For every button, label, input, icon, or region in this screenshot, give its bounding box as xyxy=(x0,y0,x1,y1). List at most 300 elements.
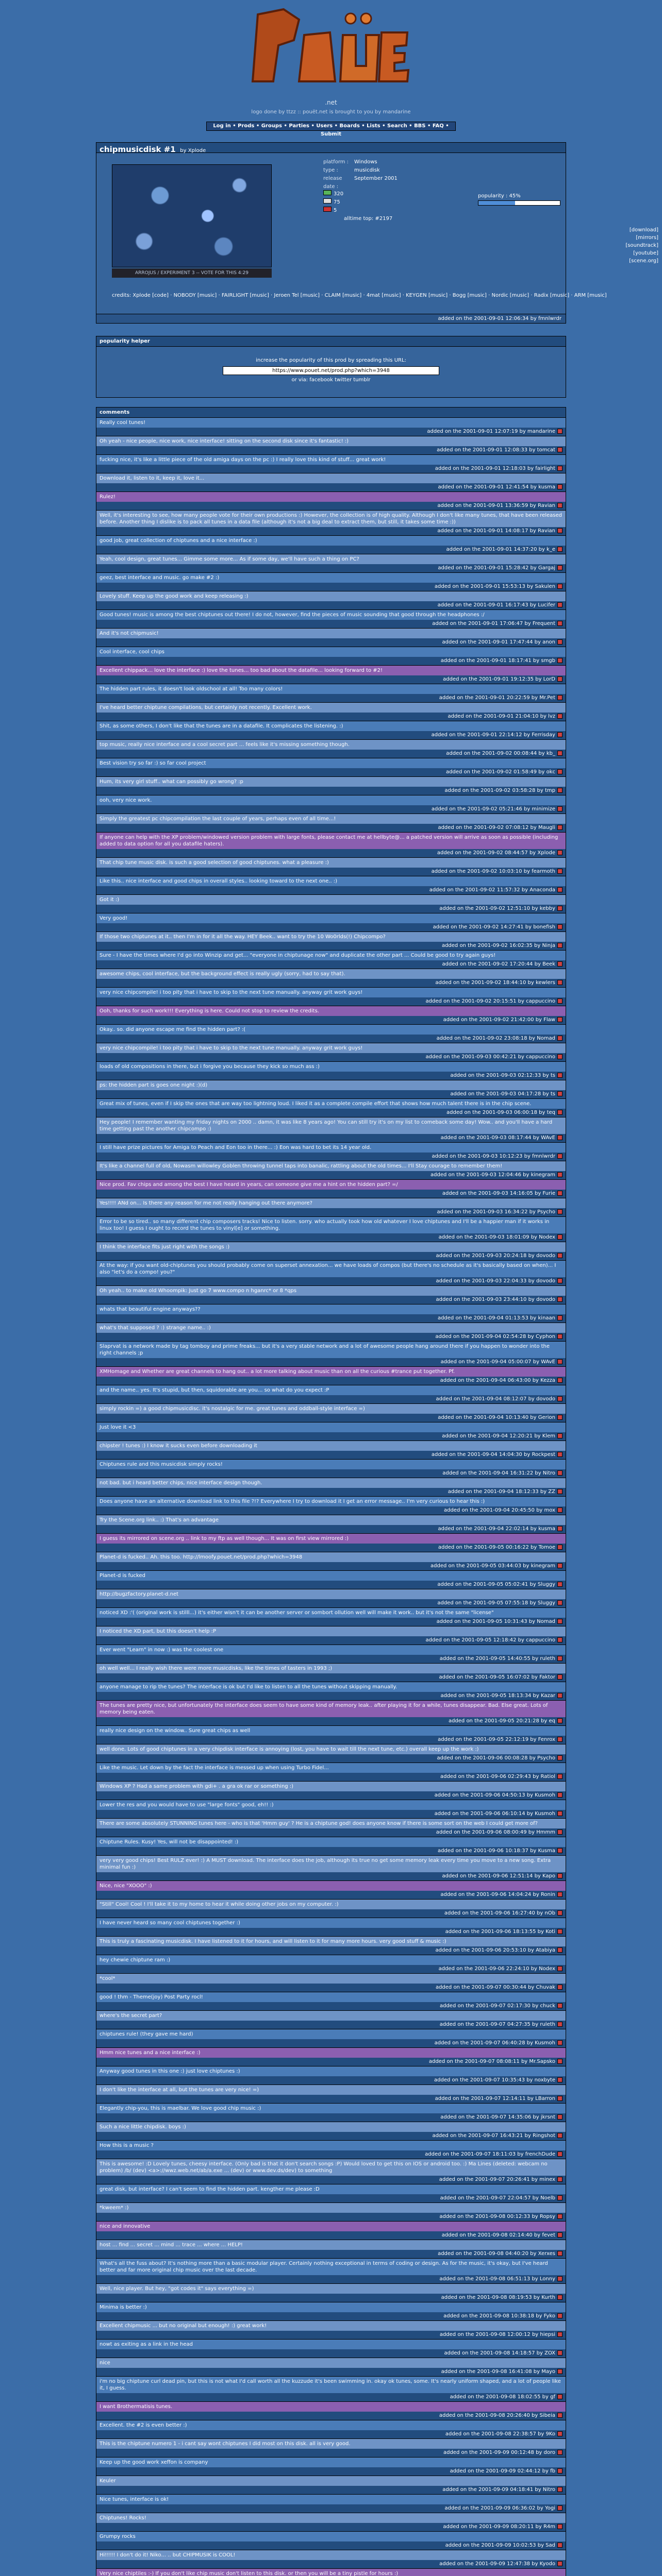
comment-text: Ooh, thanks for such work!!! Everything is here. Could not stop to review the credits. xyxy=(96,1006,566,1016)
comment-text: This is awesome! :D Lovely tunes, cheesy interface. (Only bad is that it don't search songs :P) Would loved to get this on IOS or android too. :) Ma Lines (deleted: webcam no problem) /b/ (dev) <a>://wwz.web.net/ab/a.exe ... (dev) or www.dev.ds/dev) to something xyxy=(96,2159,566,2176)
comment-meta[interactable]: added on the 2001-09-03 14:16:05 by Furie xyxy=(442,1191,555,1196)
comment-meta[interactable]: added on the 2001-09-08 20:26:40 by Sibeia xyxy=(439,2413,555,2418)
comment-meta[interactable]: added on the 2001-09-03 08:17:44 by WAvE xyxy=(440,1135,555,1141)
comment-meta[interactable]: added on the 2001-09-09 06:36:02 by Yogi xyxy=(444,2505,555,2511)
comment-meta[interactable]: added on the 2001-09-09 10:02:53 by Sad xyxy=(445,2543,555,2548)
avatar[interactable] xyxy=(557,2543,562,2548)
nav-separator: • xyxy=(282,123,289,129)
comment-meta[interactable]: added on the 2001-09-09 12:47:38 by Kyodo xyxy=(439,2561,555,2567)
pouet-logo[interactable] xyxy=(242,4,420,95)
comment-text: very very good chips! Best RULZ ever! :) A MUST download. The interface does the job, although its true no get some memory leak every time you move to a new song. Extra minimal fun :) xyxy=(96,1856,566,1872)
comment-meta[interactable]: added on the 2001-09-01 12:08:33 by tomcat xyxy=(437,447,555,453)
avatar[interactable] xyxy=(557,584,562,589)
comment-footer xyxy=(96,849,566,857)
avatar[interactable] xyxy=(557,1526,562,1531)
avatar[interactable] xyxy=(557,1737,562,1742)
comment xyxy=(96,1006,566,1025)
comment-meta[interactable]: added on the 2001-09-02 21:42:00 by Flaw xyxy=(443,1017,555,1023)
comment-meta[interactable]: added on the 2001-09-02 01:58:49 by okc xyxy=(446,769,555,775)
comment-meta[interactable]: added on the 2001-09-06 14:04:24 by Ronin xyxy=(440,1892,555,1897)
avatar[interactable] xyxy=(557,676,562,682)
avatar[interactable] xyxy=(557,2313,562,2318)
comment-meta[interactable]: added on the 2001-09-06 12:51:14 by Kapo xyxy=(442,1873,555,1879)
comment-meta[interactable]: added on the 2001-09-04 05:00:07 by WAvE xyxy=(440,1359,555,1365)
avatar[interactable] xyxy=(557,528,562,533)
comment-meta[interactable]: added on the 2001-09-02 14:27:41 by bonefish xyxy=(433,924,555,930)
comment-meta[interactable]: added on the 2001-09-06 04:50:13 by Kusmoh xyxy=(434,1792,555,1798)
avatar[interactable] xyxy=(557,2468,562,2473)
avatar[interactable] xyxy=(557,1755,562,1760)
avatar[interactable] xyxy=(557,732,562,737)
comment-meta[interactable]: added on the 2001-09-01 21:04:10 by lvz xyxy=(448,714,555,719)
comment-meta[interactable]: added on the 2001-09-06 16:27:40 by nOb xyxy=(444,1910,555,1916)
avatar[interactable] xyxy=(557,2276,562,2281)
comment-meta[interactable]: added on the 2001-09-07 02:17:30 by chuck xyxy=(439,2003,555,2009)
avatar[interactable] xyxy=(557,1110,562,1115)
credits: credits: Xplode [code] · NOBODY [music] · FAIRLIGHT [music] · Jeroen Tel [music] · CLAIM [music] · 4mat [music] · KEYGEN [music] · Bogg [music] · Nordic [music] · Radix [music] · ARM [music] xyxy=(112,293,607,298)
avatar[interactable] xyxy=(557,1929,562,1934)
comment-meta[interactable]: added on the 2001-09-03 22:04:33 by dovodo xyxy=(436,1278,555,1284)
avatar[interactable] xyxy=(557,2133,562,2138)
avatar[interactable] xyxy=(557,2394,562,2399)
nav-link[interactable]: Lists xyxy=(367,123,380,129)
avatar[interactable] xyxy=(557,850,562,855)
screenshot-caption: ARROJUS / EXPERIMENT 3 -- VOTE FOR THIS 4:29 xyxy=(112,268,272,278)
comment xyxy=(96,721,566,740)
comment-meta[interactable]: added on the 2001-09-08 00:12:33 by Ropsy xyxy=(439,2214,555,2219)
comment-meta[interactable]: added on the 2001-09-01 20:22:59 by Mr.Pet xyxy=(439,695,555,701)
comment-meta[interactable]: added on the 2001-09-02 07:08:12 by Maugli xyxy=(438,825,555,831)
comment-meta[interactable]: added on the 2001-09-04 22:02:14 by kusma xyxy=(438,1526,555,1532)
comment-meta[interactable]: added on the 2001-09-01 12:18:03 by fairlight xyxy=(435,466,555,471)
comment-meta[interactable]: added on the 2001-09-04 12:20:21 by Klem xyxy=(442,1433,555,1439)
avatar[interactable] xyxy=(557,806,562,811)
avatar[interactable] xyxy=(557,2505,562,2511)
avatar[interactable] xyxy=(557,1415,562,1420)
comment-meta[interactable]: added on the 2001-09-07 10:35:43 by noxbyte xyxy=(434,2077,555,2083)
comment-meta[interactable]: added on the 2001-09-02 18:44:10 by kewlers xyxy=(435,980,555,986)
nav-link[interactable]: Log in xyxy=(213,123,231,129)
comment xyxy=(96,2222,566,2240)
comment-meta[interactable]: added on the 2001-09-08 14:18:57 by ZOX xyxy=(444,2350,555,2356)
comment-meta[interactable]: added on the 2001-09-05 03:44:03 by kinegram xyxy=(431,1563,555,1569)
avatar[interactable] xyxy=(557,2332,562,2337)
comment xyxy=(96,932,566,951)
comment-meta[interactable]: added on the 2001-09-05 18:13:34 by Kazar xyxy=(440,1693,555,1699)
comment-meta[interactable]: added on the 2001-09-02 12:51:10 by kebby xyxy=(439,906,555,911)
avatar[interactable] xyxy=(557,961,562,967)
comment xyxy=(96,913,566,932)
avatar[interactable] xyxy=(557,1718,562,1723)
comment-meta[interactable]: added on the 2001-09-01 18:17:41 by smgb xyxy=(440,658,555,664)
avatar[interactable] xyxy=(557,2524,562,2529)
comment-meta[interactable]: added on the 2001-09-02 17:20:44 by Beek xyxy=(442,961,555,967)
avatar[interactable] xyxy=(557,466,562,471)
comment-text: I noticed the XD part, but this doesn't help :P xyxy=(96,1626,566,1636)
comment-meta[interactable]: added on the 2001-09-04 02:54:28 by Cyphon xyxy=(435,1334,555,1340)
nav-link[interactable]: Submit xyxy=(320,131,342,137)
avatar[interactable] xyxy=(557,1334,562,1339)
comment-meta[interactable]: added on the 2001-09-08 16:41:08 by Mayo xyxy=(441,2369,555,2375)
comment-meta[interactable]: added on the 2001-09-07 08:08:11 by Mr.Sapsko xyxy=(428,2059,555,2064)
nav-link[interactable]: BBS xyxy=(414,123,426,129)
avatar[interactable] xyxy=(557,1637,562,1642)
avatar[interactable] xyxy=(557,943,562,948)
comment-meta[interactable]: added on the 2001-09-07 04:27:35 by ruleth xyxy=(439,2022,555,2027)
avatar[interactable] xyxy=(557,1985,562,1990)
avatar[interactable] xyxy=(557,1693,562,1698)
comment-meta[interactable]: added on the 2001-09-06 22:24:10 by Nodex xyxy=(438,1966,555,1972)
comment-meta[interactable]: added on the 2001-09-03 02:12:33 by ts xyxy=(450,1073,555,1078)
nav-link[interactable]: Parties xyxy=(289,123,310,129)
comment-text: what's that supposed ? :) strange name.. :) xyxy=(96,1323,566,1333)
comment-footer xyxy=(96,546,566,554)
avatar[interactable] xyxy=(557,1172,562,1177)
avatar[interactable] xyxy=(557,1378,562,1383)
avatar[interactable] xyxy=(557,2561,562,2566)
comment-footer xyxy=(96,483,566,492)
comment-meta[interactable]: added on the 2001-09-03 04:17:28 by ts xyxy=(450,1091,555,1097)
comment-meta[interactable]: added on the 2001-09-05 12:18:42 by cappuccino xyxy=(425,1637,555,1643)
comment-meta[interactable]: added on the 2001-09-01 15:28:42 by Gargaj xyxy=(438,565,555,571)
download-link[interactable]: [download] xyxy=(629,227,658,233)
avatar[interactable] xyxy=(557,639,562,645)
comment-meta[interactable]: added on the 2001-09-05 00:16:22 by Tomoe xyxy=(438,1545,555,1550)
avatar[interactable] xyxy=(557,484,562,489)
comment xyxy=(96,2569,566,2576)
helper-url-field[interactable]: https://www.pouet.net/prod.php?which=3948 xyxy=(223,366,439,375)
comment-text: At the way: if you want old-chiptunes you should probably come on superset annexation... we have loads of compos (but there's no schedule as it's basically based on when)... I also "let's do a compo! you?" xyxy=(96,1261,566,1277)
avatar[interactable] xyxy=(557,1966,562,1971)
comment-meta[interactable]: added on the 2001-09-06 18:13:55 by Koti xyxy=(445,1929,555,1935)
comment-meta[interactable]: added on the 2001-09-01 12:07:19 by mandarine xyxy=(427,429,555,434)
avatar[interactable] xyxy=(557,1470,562,1476)
type-value[interactable]: musicdisk xyxy=(354,167,380,173)
comment-meta[interactable]: added on the 2001-09-07 22:04:57 by Noelb xyxy=(440,2195,555,2201)
comment-meta[interactable]: added on the 2001-09-06 06:10:14 by Kusmoh xyxy=(434,1811,555,1817)
comment-meta[interactable]: added on the 2001-09-05 16:07:02 by Faktor xyxy=(439,1674,555,1680)
avatar[interactable] xyxy=(557,1315,562,1320)
comment-text: Windows XP ? Had a same problem with gdi+ . a gra ok rar or something :) xyxy=(96,1782,566,1791)
comment-text: Minima is better :) xyxy=(96,2302,566,2312)
avatar[interactable] xyxy=(557,2177,562,2182)
avatar[interactable] xyxy=(557,1091,562,1096)
comment-footer xyxy=(96,1562,566,1570)
avatar[interactable] xyxy=(557,788,562,793)
comment xyxy=(96,1286,566,1304)
avatar[interactable] xyxy=(557,1253,562,1258)
comment-meta[interactable]: added on the 2001-09-05 10:31:43 by Nomad xyxy=(436,1619,555,1624)
comment-footer xyxy=(96,768,566,776)
avatar[interactable] xyxy=(557,1359,562,1364)
avatar[interactable] xyxy=(557,2151,562,2157)
comment-meta[interactable]: added on the 2001-09-07 06:40:28 by Kusmoh xyxy=(434,2040,555,2046)
comment-meta[interactable]: added on the 2001-09-07 14:35:06 by jkrsnt xyxy=(440,2114,555,2120)
avatar[interactable] xyxy=(557,2077,562,2082)
avatar[interactable] xyxy=(557,621,562,626)
avatar[interactable] xyxy=(557,1489,562,1494)
avatar[interactable] xyxy=(557,2232,562,2238)
avatar[interactable] xyxy=(557,2195,562,2200)
comment-meta[interactable]: added on the 2001-09-06 20:53:10 by Atabiya xyxy=(435,1947,555,1953)
comment-meta[interactable]: added on the 2001-09-02 08:44:57 by Xplode xyxy=(437,850,555,856)
prod-group[interactable]: by Xplode xyxy=(180,148,206,154)
comment-meta[interactable]: added on the 2001-09-05 20:21:28 by eq xyxy=(448,1718,555,1724)
comment-footer xyxy=(96,2412,566,2420)
comment-meta[interactable]: added on the 2001-09-04 01:13:53 by kinaan xyxy=(437,1315,555,1321)
avatar[interactable] xyxy=(557,2022,562,2027)
comment-meta[interactable]: added on the 2001-09-07 16:43:21 by Ringshot xyxy=(432,2133,555,2139)
avatar[interactable] xyxy=(557,1829,562,1835)
comment-meta[interactable]: added on the 2001-09-07 18:11:03 by frenchDude xyxy=(425,2151,555,2157)
nav-link[interactable]: Groups xyxy=(261,123,282,129)
comment-meta[interactable]: added on the 2001-09-04 16:31:22 by Nitro xyxy=(442,1470,555,1476)
comment-meta[interactable]: added on the 2001-09-03 23:44:10 by dovodo xyxy=(436,1297,555,1302)
comment-meta[interactable]: added on the 2001-09-01 16:17:43 by Lucifer xyxy=(437,602,555,608)
avatar[interactable] xyxy=(557,1297,562,1302)
avatar[interactable] xyxy=(557,2450,562,2455)
comment-footer xyxy=(96,502,566,510)
comment-meta[interactable]: added on the 2001-09-03 10:12:23 by fmnlwrdr xyxy=(432,1154,555,1159)
comment-meta[interactable]: added on the 2001-09-08 04:40:20 by Xerxes xyxy=(438,2251,555,2257)
avatar[interactable] xyxy=(557,2251,562,2256)
comment xyxy=(96,951,566,969)
avatar[interactable] xyxy=(557,1507,562,1513)
avatar[interactable] xyxy=(557,1910,562,1916)
avatar[interactable] xyxy=(557,2295,562,2300)
comment-footer xyxy=(96,2213,566,2221)
avatar[interactable] xyxy=(557,906,562,911)
youtube-link[interactable]: [youtube] xyxy=(633,250,658,256)
comment-meta[interactable]: added on the 2001-09-08 10:38:18 by Fyko xyxy=(443,2313,555,2319)
comment-meta[interactable]: added on the 2001-09-08 22:38:57 by 9Ko xyxy=(445,2431,555,2437)
avatar[interactable] xyxy=(557,1848,562,1853)
comment-meta[interactable]: added on the 2001-09-09 08:20:11 by R4m xyxy=(443,2524,555,2530)
avatar[interactable] xyxy=(557,1619,562,1624)
avatar[interactable] xyxy=(557,1792,562,1798)
comment-meta[interactable]: added on the 2001-09-01 12:41:54 by kusma xyxy=(438,484,555,490)
comment-meta[interactable]: added on the 2001-09-01 19:12:35 by LorD xyxy=(443,676,555,682)
comment xyxy=(96,1367,566,1385)
comment-text: And it's not chipmusic! xyxy=(96,629,566,638)
soundtrack-link[interactable]: [soundtrack] xyxy=(625,243,658,248)
comment-meta[interactable]: added on the 2001-09-03 20:24:18 by dovodo xyxy=(436,1253,555,1259)
comment-meta[interactable]: added on the 2001-09-02 03:58:28 by tmp xyxy=(444,788,555,793)
comment-text: simply rockin =) a good chipmusicdisc. it's nostalgic for me. great tunes and oddball-style interface =) xyxy=(96,1404,566,1414)
comment-footer xyxy=(96,2250,566,2258)
comment-meta[interactable]: added on the 2001-09-01 17:47:44 by anon xyxy=(442,639,555,645)
comment-meta[interactable]: added on the 2001-09-02 00:08:44 by kb_ xyxy=(446,751,555,756)
comment-meta[interactable]: added on the 2001-09-03 12:04:46 by kinegram xyxy=(431,1172,555,1178)
avatar[interactable] xyxy=(557,1582,562,1587)
avatar[interactable] xyxy=(557,565,562,570)
sceneorg-link[interactable]: [scene.org] xyxy=(629,258,658,264)
avatar[interactable] xyxy=(557,2487,562,2492)
avatar[interactable] xyxy=(557,751,562,756)
comment-meta[interactable]: added on the 2001-09-08 06:51:13 by Lonny xyxy=(439,2276,555,2282)
comment-meta[interactable]: added on the 2001-09-01 22:14:12 by Ferrisday xyxy=(431,732,555,738)
avatar[interactable] xyxy=(557,998,562,1004)
comment-meta[interactable]: added on the 2001-09-02 05:21:46 by minimize xyxy=(431,806,555,812)
avatar[interactable] xyxy=(557,1545,562,1550)
comment-meta[interactable]: added on the 2001-09-02 10:03:10 by fearmoth xyxy=(431,869,555,874)
avatar[interactable] xyxy=(557,1278,562,1283)
avatar[interactable] xyxy=(557,2040,562,2045)
tagline: logo done by ttzz :: pouët.net is brought to you by mandarine xyxy=(251,109,411,115)
comment-text: chipster ! tunes :) I know it sucks even before downloading it xyxy=(96,1441,566,1451)
prod-header xyxy=(96,143,566,153)
comment-footer xyxy=(96,960,566,969)
avatar[interactable] xyxy=(557,2413,562,2418)
comment xyxy=(96,1782,566,1800)
comment-meta[interactable]: added on the 2001-09-05 22:12:19 by Fenrox xyxy=(438,1737,555,1742)
comment-footer xyxy=(96,2058,566,2066)
avatar[interactable] xyxy=(557,1656,562,1661)
comment-meta[interactable]: added on the 2001-09-08 08:19:53 by Kurth xyxy=(441,2295,555,2300)
avatar[interactable] xyxy=(557,2114,562,2120)
comment-meta[interactable]: added on the 2001-09-04 10:13:40 by Gerion xyxy=(438,1415,555,1420)
avatar[interactable] xyxy=(557,887,562,892)
avatar[interactable] xyxy=(557,2059,562,2064)
avatar[interactable] xyxy=(557,547,562,552)
comment-footer xyxy=(96,2486,566,2494)
comment-meta[interactable]: added on the 2001-09-06 08:00:49 by Hmmm xyxy=(436,1829,555,1835)
comment-text: Nice prod. Fav chips and among the best I have heard in years, can someone give me a hint on the hidden part? =/ xyxy=(96,1180,566,1190)
avatar[interactable] xyxy=(557,1600,562,1605)
avatar[interactable] xyxy=(557,1135,562,1140)
avatar[interactable] xyxy=(557,2096,562,2101)
avatar[interactable] xyxy=(557,1036,562,1041)
comment-meta[interactable]: added on the 2001-09-06 02:29:43 by Ratiol xyxy=(440,1774,555,1780)
avatar[interactable] xyxy=(557,2369,562,2374)
comment-meta[interactable]: added on the 2001-09-03 06:00:18 by teq xyxy=(446,1110,555,1115)
comment-meta[interactable]: added on the 2001-09-02 11:57:32 by Anaconda xyxy=(429,887,555,893)
avatar[interactable] xyxy=(557,1811,562,1816)
avatar[interactable] xyxy=(557,1892,562,1897)
nav-link[interactable]: Users xyxy=(316,123,333,129)
avatar[interactable] xyxy=(557,1054,562,1059)
comment-meta[interactable]: added on the 2001-09-01 17:06:47 by Frequent xyxy=(432,621,555,626)
comment-footer xyxy=(96,1965,566,1973)
avatar[interactable] xyxy=(557,1017,562,1022)
comment-meta[interactable]: added on the 2001-09-09 02:44:12 by fb xyxy=(450,2468,555,2474)
avatar[interactable] xyxy=(557,2003,562,2008)
comment-text: Planet-d is fucked xyxy=(96,1571,566,1581)
avatar[interactable] xyxy=(557,1154,562,1159)
comment-meta[interactable]: added on the 2001-09-01 14:37:20 by k_e xyxy=(446,547,555,552)
nav-separator: • xyxy=(443,123,449,129)
avatar[interactable] xyxy=(557,2350,562,2355)
comment-text: nice xyxy=(96,2358,566,2368)
comment-meta[interactable]: added on the 2001-09-03 16:34:22 by Psycho xyxy=(437,1209,555,1215)
avatar[interactable] xyxy=(557,769,562,774)
avatar[interactable] xyxy=(557,2214,562,2219)
comment-meta[interactable]: added on the 2001-09-02 20:15:51 by cappuccino xyxy=(425,998,555,1004)
avatar[interactable] xyxy=(557,1674,562,1680)
comment-text: Keep up the good work xeffon is company xyxy=(96,2458,566,2467)
avatar[interactable] xyxy=(557,447,562,452)
avatar[interactable] xyxy=(557,503,562,508)
comment-meta[interactable]: added on the 2001-09-09 00:12:48 by doro xyxy=(443,2450,555,2455)
comment-meta[interactable]: added on the 2001-09-02 23:08:18 by Nomad xyxy=(436,1036,555,1041)
comment-meta[interactable]: added on the 2001-09-02 16:02:35 by Ninja xyxy=(441,943,555,948)
comment xyxy=(96,1441,566,1460)
platform-value[interactable]: Windows xyxy=(354,159,377,165)
avatar[interactable] xyxy=(557,924,562,929)
comment-meta[interactable]: added on the 2001-09-03 00:42:21 by cappuccino xyxy=(425,1054,555,1060)
comment-text: anyone manage to rip the tunes? The interface is ok but I'd like to listen to all the tunes without skipping manually. xyxy=(96,1682,566,1692)
comment-text: Anyway good tunes in this one :) just love chiptunes :) xyxy=(96,2066,566,2076)
comment-meta[interactable]: added on the 2001-09-04 20:45:50 by mox xyxy=(443,1507,555,1513)
comment-meta[interactable]: added on the 2001-09-01 15:53:13 by Sakulen xyxy=(434,584,555,589)
comment-footer xyxy=(96,2021,566,2029)
comment-footer xyxy=(96,1109,566,1117)
avatar[interactable] xyxy=(557,980,562,985)
avatar[interactable] xyxy=(557,1209,562,1214)
comment xyxy=(96,610,566,629)
nav-link[interactable]: Search xyxy=(387,123,407,129)
comment-meta[interactable]: added on the 2001-09-04 18:12:33 by ZZ xyxy=(448,1489,555,1495)
nav-link[interactable]: Prods xyxy=(238,123,255,129)
comment-meta[interactable]: added on the 2001-09-01 14:08:17 by Ravian xyxy=(437,528,555,534)
avatar[interactable] xyxy=(557,1563,562,1568)
comment-meta[interactable]: added on the 2001-09-04 14:04:30 by Rockpest xyxy=(431,1452,555,1458)
comment-text: nice and innovative xyxy=(96,2222,566,2231)
avatar[interactable] xyxy=(557,869,562,874)
avatar[interactable] xyxy=(557,695,562,700)
avatar[interactable] xyxy=(557,825,562,830)
avatar[interactable] xyxy=(557,1396,562,1401)
comment-meta[interactable]: added on the 2001-09-07 00:30:44 by Chuvak xyxy=(435,1985,555,1990)
comment-meta[interactable]: added on the 2001-09-04 08:12:07 by dovodo xyxy=(436,1396,555,1402)
comment-meta[interactable]: added on the 2001-09-07 20:26:41 by minex xyxy=(439,2177,555,2182)
comment-meta[interactable]: added on the 2001-09-01 13:36:59 by Ravian xyxy=(437,503,555,509)
comment-meta[interactable]: added on the 2001-09-05 05:02:41 by Sluggy xyxy=(437,1582,555,1587)
comment-meta[interactable]: added on the 2001-09-08 18:02:55 by gf xyxy=(450,2394,555,2400)
comment-meta[interactable]: added on the 2001-09-07 12:14:11 by LBarron xyxy=(435,2096,555,2102)
avatar[interactable] xyxy=(557,1873,562,1878)
comment-meta[interactable]: added on the 2001-09-08 02:14:40 by fevet xyxy=(441,2232,555,2238)
avatar[interactable] xyxy=(557,1452,562,1457)
mirrors-link[interactable]: [mirrors] xyxy=(636,235,658,241)
nav-link[interactable]: Boards xyxy=(339,123,360,129)
comment-meta[interactable]: added on the 2001-09-05 14:40:55 by ruleth xyxy=(439,1656,555,1662)
nav-link[interactable]: FAQ xyxy=(432,123,444,129)
comment-meta[interactable]: added on the 2001-09-04 06:43:00 by Kezza xyxy=(440,1378,555,1383)
avatar[interactable] xyxy=(557,1073,562,1078)
avatar[interactable] xyxy=(557,602,562,607)
avatar[interactable] xyxy=(557,1191,562,1196)
comment xyxy=(96,554,566,573)
comment-meta[interactable]: added on the 2001-09-09 04:18:41 by Nitro xyxy=(442,2487,555,2493)
comment-meta[interactable]: added on the 2001-09-08 12:00:12 by hiepsi xyxy=(439,2332,555,2337)
avatar[interactable] xyxy=(557,2431,562,2436)
comment-meta[interactable]: added on the 2001-09-06 00:08:28 by Psycho xyxy=(437,1755,555,1761)
avatar[interactable] xyxy=(557,714,562,719)
comment-meta[interactable]: added on the 2001-09-06 10:18:37 by Kusma xyxy=(437,1848,555,1854)
comment-meta[interactable]: added on the 2001-09-05 07:55:18 by Sluggy xyxy=(437,1600,555,1606)
comment-meta[interactable]: added on the 2001-09-03 18:01:09 by Nodex xyxy=(438,1234,555,1240)
avatar[interactable] xyxy=(557,1234,562,1240)
comment-text: good job, great collection of chiptunes and a nice interface :) xyxy=(96,536,566,546)
avatar[interactable] xyxy=(557,429,562,434)
avatar[interactable] xyxy=(557,1433,562,1438)
avatar[interactable] xyxy=(557,1774,562,1779)
avatar[interactable] xyxy=(557,658,562,663)
avatar[interactable] xyxy=(557,1947,562,1953)
comment-text: Hmm nice tunes and a nice interface :) xyxy=(96,2048,566,2058)
comment-footer xyxy=(96,1153,566,1161)
